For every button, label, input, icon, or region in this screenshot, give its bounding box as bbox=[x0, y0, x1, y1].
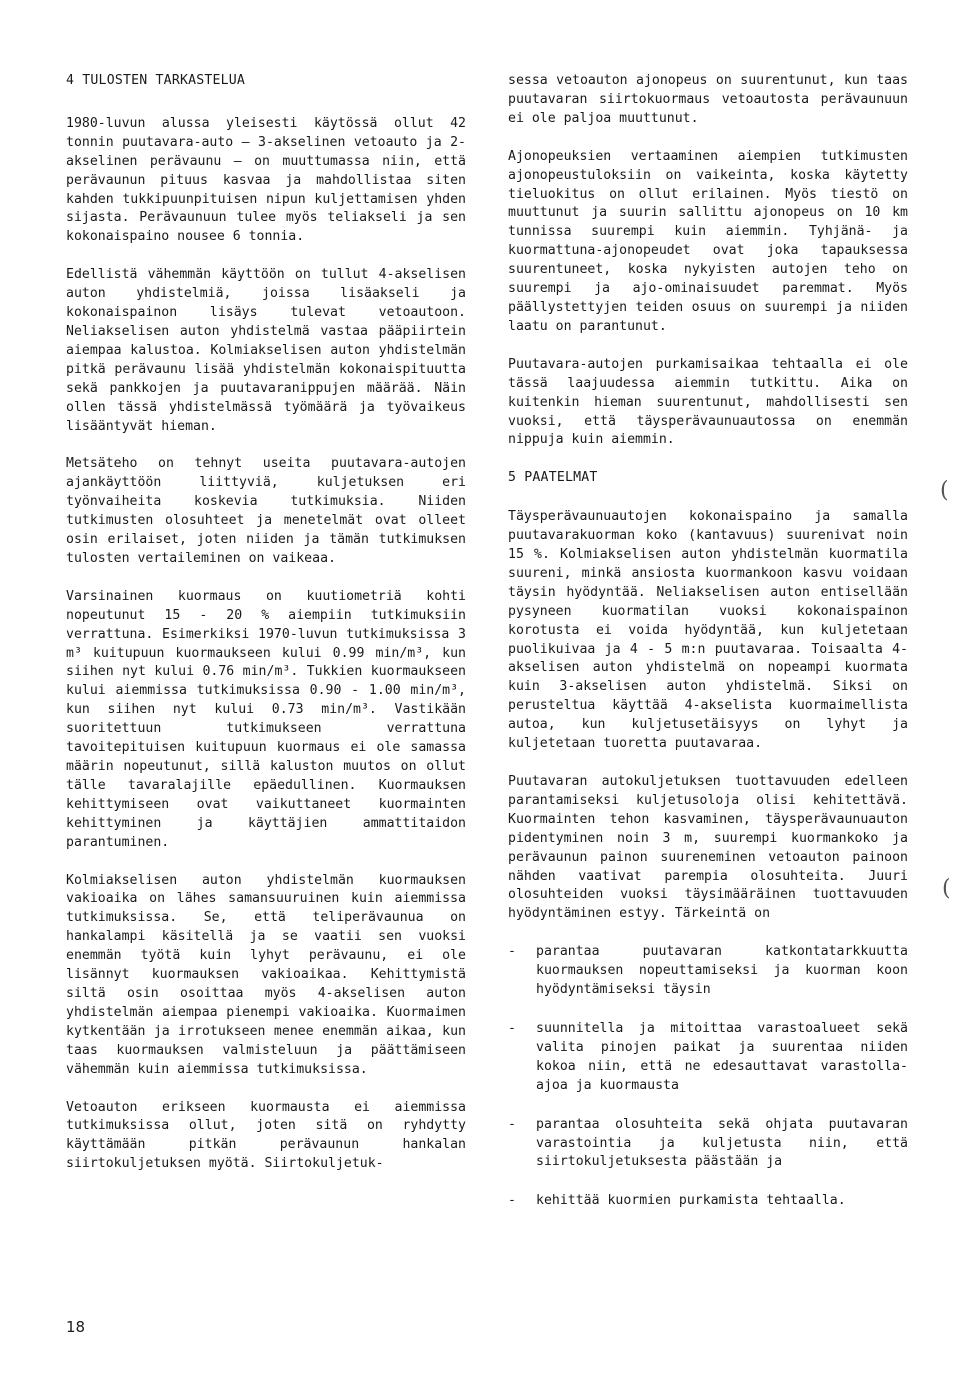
paragraph: Ajonopeuksien vertaaminen aiempien tutkimusten ajonopeustuloksiin on vaikeinta, koska käytetty tieluokitus on ollut erilainen. Myös tiestö on muuttunut ja suurin sallittu ajonopeus on 10 km tunnissa suurempi kuin aiemmin. Tyhjänä- ja kuormattuna-ajonopeudet ovat joka tapauksessa suurentuneet, koska nykyisten autojen teho on suurempi ja ajo-ominaisuudet paremmat. Myös päällystettyjen teiden osuus on suurempi ja niiden laatu on parantunut. bbox=[508, 148, 908, 334]
paragraph: Puutavaran autokuljetuksen tuottavuuden edelleen parantamiseksi kuljetusoloja olisi kehitettävä. Kuormainten tehon kasvaminen, täysperävaunuauton pidentyminen noin 3 m, suurempi kuormankoko ja perävaunun painon suureneminen vetoauton painoon nähden vaativat parempia olosuhteita. Juuri olosuhteiden vuoksi täysimääräinen tuottavuuden hyödyntäminen estyy. Tärkeintä on bbox=[508, 774, 908, 922]
section-heading-5: 5 PAATELMAT bbox=[508, 470, 598, 486]
paragraph: sessa vetoauton ajonopeus on suurentunut, kun taas puutavaran siirtokuormaus vetoautosta perävaunuun ei ole paljoa muuttunut. bbox=[508, 73, 908, 126]
paragraph: Varsinainen kuormaus on kuutiometriä kohti nopeutunut 15 - 20 % aiempiin tutkimuksiin verrattuna. Esimerkiksi 1970-luvun tutkimuksissa 3 m³ kuitupuun kuormaukseen kului 0.99 min/m³, kun siihen nyt kului 0.76 min/m³. Tukkien kuormaukseen kului aiemmissa tutkimuksissa 0.90 - 1.00 min/m³, kun siihen nyt kului 0.73 min/m³. Vastikään suoritettuun tutkimukseen verrattuna tavoitepituisen kuitupuun kuormaus ei ole samassa määrin nopeutunut, sillä kaluston muutos on ollut tälle tavaralajille epäedullinen. Kuormauksen kehittymiseen ovat vaikuttaneet kuormainten kehittyminen ja käyttäjien ammattitaidon parantuminen. bbox=[66, 588, 466, 850]
list-item bbox=[508, 1192, 908, 1211]
paragraph: Edellistä vähemmän käyttöön on tullut 4-akselisen auton yhdistelmiä, joissa lisäakseli ja kokonaispainon lisäys tulevat vetoautoon. Neliakselisen auton yhdistelmä vastaa pääpiirtein aiempaa kalustoa. Kolmiakselisen auton yhdistelmän pitkä perävaunu lisää yhdistelmän kokonaispituutta sekä pankkojen ja puutavaranippujen määrää. Näin ollen tässä yhdistelmässä työmäärä ja työvaikeus lisääntyvät hieman. bbox=[66, 267, 466, 434]
left-column bbox=[66, 72, 466, 1193]
list-item bbox=[508, 943, 908, 1000]
list-item bbox=[508, 1020, 908, 1096]
bullet-dash: - bbox=[508, 1116, 516, 1132]
conclusion-list bbox=[508, 943, 908, 1211]
section-heading-4: 4 TULOSTEN TARKASTELUA bbox=[66, 73, 246, 88]
paragraph: Kolmiakselisen auton yhdistelmän kuormauksen vakioaika on lähes samansuuruinen kuin aiemmissa tutkimuksissa. Se, että teliperävaunua on hankalampi käsitellä ja se vaatii sen vuoksi enemmän työtä kuin lyhyt perävaunu, ei ole lisännyt kuormauksen vakioaikaa. Kehittymistä siltä osin osoittaa myös 4-akselisen auton yhdistelmän aiempaa pienempi vakioaika. Kuormaimen kytkentään ja irrotukseen menee enemmän aikaa, kun taas kuormauksen valmisteluun ja päättämiseen vähemmän kuin aiemmissa tutkimuksissa. bbox=[66, 872, 466, 1077]
paragraph: Puutavara-autojen purkamisaikaa tehtaalla ei ole tässä laajuudessa aiemmin tutkittu. Aika on kuitenkin hieman suurentunut, mahdollisesti sen vuoksi, että täysperävaunuautossa on enemmän nippuja kuin aiemmin. bbox=[508, 356, 908, 448]
list-item-text: parantaa puutavaran katkontatarkkuutta kuormauksen nopeuttamiseksi ja kuorman koon hyödyntämiseksi täysin bbox=[536, 944, 908, 998]
bullet-dash: - bbox=[508, 1193, 516, 1209]
list-item-text: parantaa olosuhteita sekä ohjata puutavaran varastointia ja kuljetusta niin, että siirtokuljetuksesta päästään ja bbox=[536, 1116, 908, 1170]
bullet-dash: - bbox=[508, 944, 516, 960]
list-item-text: suunnitella ja mitoittaa varastoalueet sekä valita pinojen paikat ja suurentaa niiden kokoa niin, että ne edesauttavat varastolla-ajoa ja kuormausta bbox=[536, 1020, 908, 1093]
paragraph: 1980-luvun alussa yleisesti käytössä ollut 42 tonnin puutavara-auto — 3-akselinen vetoauto ja 2-akselinen perävaunu — on muuttumassa niin, että perävaunun pituus kasvaa ja mahdollistaa siten kahden tukkipuunpituisen nipun kuljettamisen yhden sijasta. Perävaunuun tulee myös teliakseli ja sen kokonaispaino nousee 6 tonnia. bbox=[66, 115, 466, 245]
page-number: 18 bbox=[66, 1318, 86, 1336]
margin-mark: ( bbox=[940, 478, 949, 503]
right-column bbox=[508, 72, 908, 1231]
bullet-dash: - bbox=[508, 1020, 516, 1036]
list-item-text: kehittää kuormien purkamista tehtaalla. bbox=[536, 1193, 846, 1209]
paragraph: Täysperävaunuautojen kokonaispaino ja samalla puutavarakuorman koko (kantavuus) suurenivat noin 15 %. Kolmiakselisen auton yhdistelmän kuormatila suureni, minkä ansiosta kuormankoon kasvu voidaan täysin hyödyntää. Neliakselisen auton entisellään pysyneen kuormatilan vuoksi kokonaispainon korotusta ei voida hyödyntää, kun kuljetetaan puolikuivaa ja 4 - 5 m:n puutavaraa. Toisaalta 4-akselisen auton yhdistelmä on nopeampi kuormata kuin 3-akselisen auton yhdistelmä. Siksi on perusteltua käyttää 4-akselista kuormaimellista autoa, kun kuljetusetäisyys on lyhyt ja kuljetetaan tuoretta puutavaraa. bbox=[508, 509, 908, 752]
paragraph: Vetoauton erikseen kuormausta ei aiemmissa tutkimuksissa ollut, joten sitä on ryhdytty käyttämään pitkän perävaunun hankalan siirtokuljetuksen myötä. Siirtokuljetuk- bbox=[66, 1099, 466, 1172]
margin-mark: ( bbox=[942, 876, 951, 901]
paragraph: Metsäteho on tehnyt useita puutavara-autojen ajankäyttöön liittyviä, kuljetuksen eri työnvaiheita koskevia tutkimuksia. Niiden tutkimusten olosuhteet ja menetelmät ovat olleet osin erilaiset, joten niiden ja tämän tutkimuksen tulosten vertaileminen on vaikeaa. bbox=[66, 456, 466, 566]
list-item bbox=[508, 1116, 908, 1173]
